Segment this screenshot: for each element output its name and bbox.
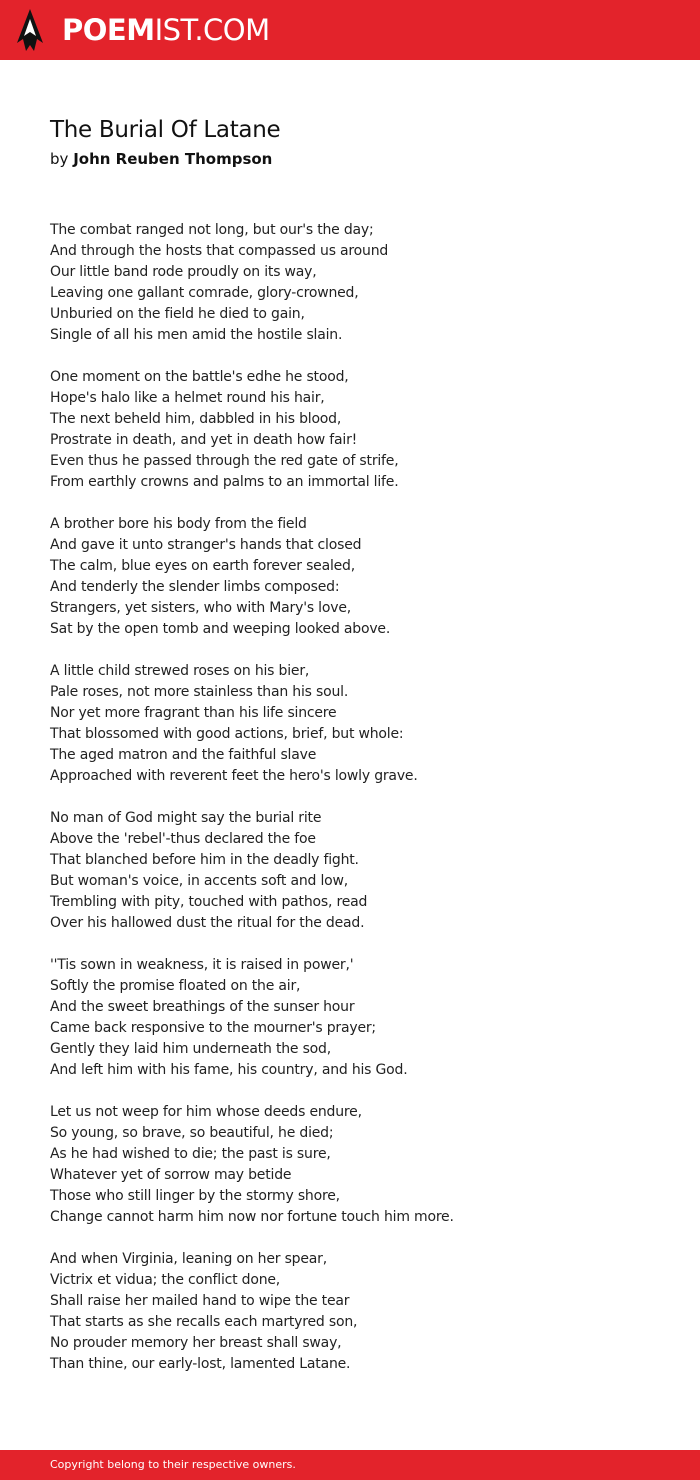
poem-line: Hope's halo like a helmet round his hair, (50, 390, 325, 406)
poem-line: Sat by the open tomb and weeping looked above. (50, 621, 391, 637)
poem-line: Gently they laid him underneath the sod, (50, 1041, 331, 1057)
poem-line: Trembling with pity, touched with pathos, read (50, 894, 368, 910)
by-label: by (50, 150, 69, 168)
logo-light-text: IST.COM (154, 13, 270, 47)
poem-line: From earthly crowns and palms to an immortal life. (50, 474, 399, 490)
stanza (50, 367, 670, 493)
poem-line: A brother bore his body from the field (50, 516, 307, 532)
logo-bold-text: POEM (62, 13, 155, 47)
poem-line: And left him with his fame, his country, and his God. (50, 1062, 408, 1078)
poem-line: Prostrate in death, and yet in death how fair! (50, 432, 358, 448)
stanza (50, 514, 670, 640)
byline (50, 150, 272, 168)
stanza (50, 220, 670, 346)
pencil-icon[interactable] (17, 9, 43, 51)
poem-line: Approached with reverent feet the hero's lowly grave. (50, 768, 418, 784)
poem-line: The combat ranged not long, but our's the day; (50, 222, 374, 238)
poem-line: Over his hallowed dust the ritual for the dead. (50, 915, 365, 931)
poem-line: Change cannot harm him now nor fortune touch him more. (50, 1209, 454, 1225)
poem-line: A little child strewed roses on his bier, (50, 663, 310, 679)
poem-line: Those who still linger by the stormy shore, (50, 1188, 340, 1204)
poem-line: And when Virginia, leaning on her spear, (50, 1251, 327, 1267)
poem-line: Even thus he passed through the red gate of strife, (50, 453, 399, 469)
stanza (50, 661, 670, 787)
poem-line: ''Tis sown in weakness, it is raised in power,' (50, 957, 354, 973)
poem-line: But woman's voice, in accents soft and low, (50, 873, 348, 889)
poem-line: Softly the promise floated on the air, (50, 978, 301, 994)
poem-line: The next beheld him, dabbled in his blood, (50, 411, 342, 427)
poem-line: Above the 'rebel'-thus declared the foe (50, 831, 316, 847)
poem-body (50, 220, 670, 1396)
poem-line: Single of all his men amid the hostile slain. (50, 327, 343, 343)
poem-line: As he had wished to die; the past is sure, (50, 1146, 331, 1162)
stanza (50, 808, 670, 934)
poem-line: One moment on the battle's edhe he stood, (50, 369, 349, 385)
site-footer (0, 1450, 700, 1480)
poem-line: Nor yet more fragrant than his life sincere (50, 705, 337, 721)
poem-line: And tenderly the slender limbs composed: (50, 579, 340, 595)
stanza (50, 955, 670, 1081)
poem-line: That starts as she recalls each martyred son, (50, 1314, 358, 1330)
poem-line: That blanched before him in the deadly fight. (50, 852, 359, 868)
poem-line: Shall raise her mailed hand to wipe the tear (50, 1293, 350, 1309)
poem-line: Victrix et vidua; the conflict done, (50, 1272, 281, 1288)
poem-line: Our little band rode proudly on its way, (50, 264, 317, 280)
stanza (50, 1249, 670, 1375)
author-name: John Reuben Thompson (73, 150, 273, 168)
poem-line: And gave it unto stranger's hands that closed (50, 537, 362, 553)
stanza (50, 1102, 670, 1228)
poem-line: No man of God might say the burial rite (50, 810, 322, 826)
poem-line: So young, so brave, so beautiful, he died; (50, 1125, 334, 1141)
poem-title: The Burial Of Latane (50, 117, 281, 143)
site-logo[interactable] (62, 10, 270, 50)
poem-line: Pale roses, not more stainless than his soul. (50, 684, 349, 700)
site-header (0, 0, 700, 60)
poem-line: No prouder memory her breast shall sway, (50, 1335, 342, 1351)
poem-line: That blossomed with good actions, brief, but whole: (50, 726, 404, 742)
poem-line: Strangers, yet sisters, who with Mary's love, (50, 600, 351, 616)
poem-line: Let us not weep for him whose deeds endure, (50, 1104, 362, 1120)
poem-line: The aged matron and the faithful slave (50, 747, 317, 763)
poem-line: Than thine, our early-lost, lamented Latane. (50, 1356, 351, 1372)
poem-line: And through the hosts that compassed us around (50, 243, 389, 259)
poem-line: Came back responsive to the mourner's prayer; (50, 1020, 376, 1036)
poem-line: Leaving one gallant comrade, glory-crowned, (50, 285, 359, 301)
poem-line: The calm, blue eyes on earth forever sealed, (50, 558, 355, 574)
copyright-text: Copyright belong to their respective owners. (50, 1458, 296, 1471)
poem-line: And the sweet breathings of the sunser hour (50, 999, 355, 1015)
poem-line: Unburied on the field he died to gain, (50, 306, 305, 322)
poem-line: Whatever yet of sorrow may betide (50, 1167, 292, 1183)
